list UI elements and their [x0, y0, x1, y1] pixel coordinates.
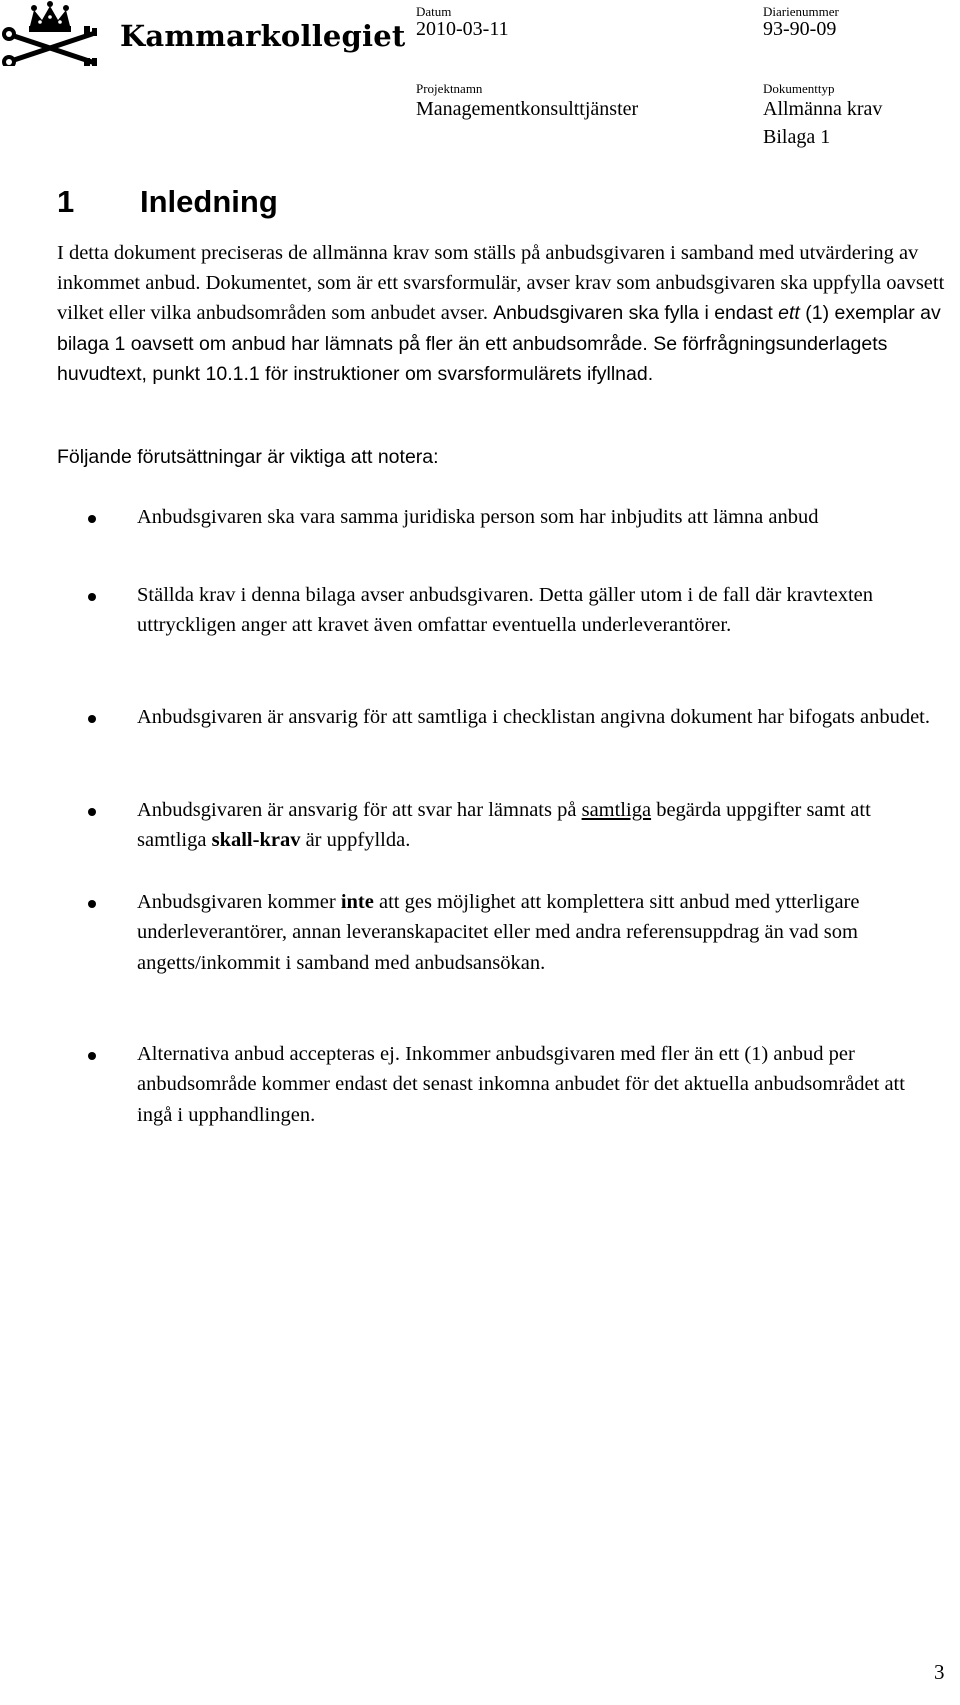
intro-paragraph [57, 238, 947, 389]
bold-term: skall-krav [211, 829, 301, 852]
diarienummer-value: 93-90-09 [763, 18, 837, 40]
bullet-icon [88, 593, 96, 601]
intro-text-1: I detta dokument preciseras de allmänna krav som ställs på anbudsgivaren i samband med utvärdering av inkommet anbud. Dokumentet, som är ett svarsformulär, avser krav som anbudsgivaren ska uppfylla oavsett vilket eller vilka anbudsområden som anbudet avser. [57, 242, 945, 325]
bold-term: inte [340, 891, 374, 913]
list-item-text [137, 887, 937, 978]
crown-crossed-keys-emblem-icon [0, 0, 112, 66]
dokumenttyp-value: Allmänna krav [763, 98, 883, 120]
intro-text-2b: (1) exemplar av bilaga 1 oavsett om anbud har lämnats på fler än ett anbudsområde. Se förfrågningsunderlagets huvudtext, punkt 10.1.1 för instruktioner om svarsformulärets ifyllnad. [57, 302, 941, 385]
bullet-icon [88, 900, 96, 908]
list-item-text [137, 795, 937, 856]
bullet-icon [88, 808, 96, 816]
list-item-text-part: Anbudsgivaren är ansvarig för att svar har lämnats på [137, 799, 582, 821]
page-number: 3 [934, 1660, 945, 1684]
bilaga-label: Bilaga 1 [763, 126, 831, 148]
datum-value: 2010-03-11 [416, 18, 509, 40]
list-item-text-part: Anbudsgivaren kommer [137, 891, 341, 913]
projektnamn-label: Projektnamn [416, 81, 483, 96]
diarienummer-label: Diarienummer [763, 4, 839, 19]
list-item-text-part: är uppfyllda. [300, 829, 411, 852]
bullet-icon [88, 515, 96, 523]
section-title: Inledning [140, 184, 278, 219]
intro-text-2a: Anbudsgivaren ska fylla i endast [493, 302, 779, 325]
list-item-text-part: begärda uppgifter samt att samtliga [137, 799, 871, 852]
list-item-text: Anbudsgivaren ska vara samma juridiska person som har inbjudits att lämna anbud [137, 506, 819, 528]
list-item-text: Ställda krav i denna bilaga avser anbudsgivaren. Detta gäller utom i de fall där kravtexten uttryckligen anger att kravet även omfattar eventuella underleverantörer. [137, 584, 874, 637]
list-item-text: Alternativa anbud accepteras ej. Inkommer anbudsgivaren med fler än ett (1) anbud per anbudsområde kommer endast det senast inkomna anbudet för det aktuella anbudsområdet att ingå i upphandlingen. [137, 1043, 905, 1126]
dokumenttyp-label: Dokumenttyp [763, 81, 835, 96]
intro-emphasis: ett [778, 302, 800, 325]
bullet-icon [88, 1052, 96, 1060]
list-item-text-part: att ges möjlighet att komplettera sitt anbud med ytterligare underleverantörer, annan leveranskapacitet eller med andra referensuppdrag än vad som angetts/inkommit i samband med anbudsansökan. [137, 891, 860, 974]
section-heading [57, 184, 278, 220]
lead-sentence: Följande förutsättningar är viktiga att notera: [57, 446, 439, 468]
section-number: 1 [57, 184, 75, 219]
underlined-word: samtliga [581, 799, 652, 821]
kammarkollegiet-logo [0, 0, 406, 66]
projektnamn-value: Managementkonsulttjänster [416, 98, 639, 120]
list-item-text: Anbudsgivaren är ansvarig för att samtliga i checklistan angivna dokument har bifogats anbudet. [137, 706, 931, 728]
logo-wordmark: Kammarkollegiet [120, 19, 406, 53]
bullet-icon [88, 715, 96, 723]
datum-label: Datum [416, 4, 452, 19]
